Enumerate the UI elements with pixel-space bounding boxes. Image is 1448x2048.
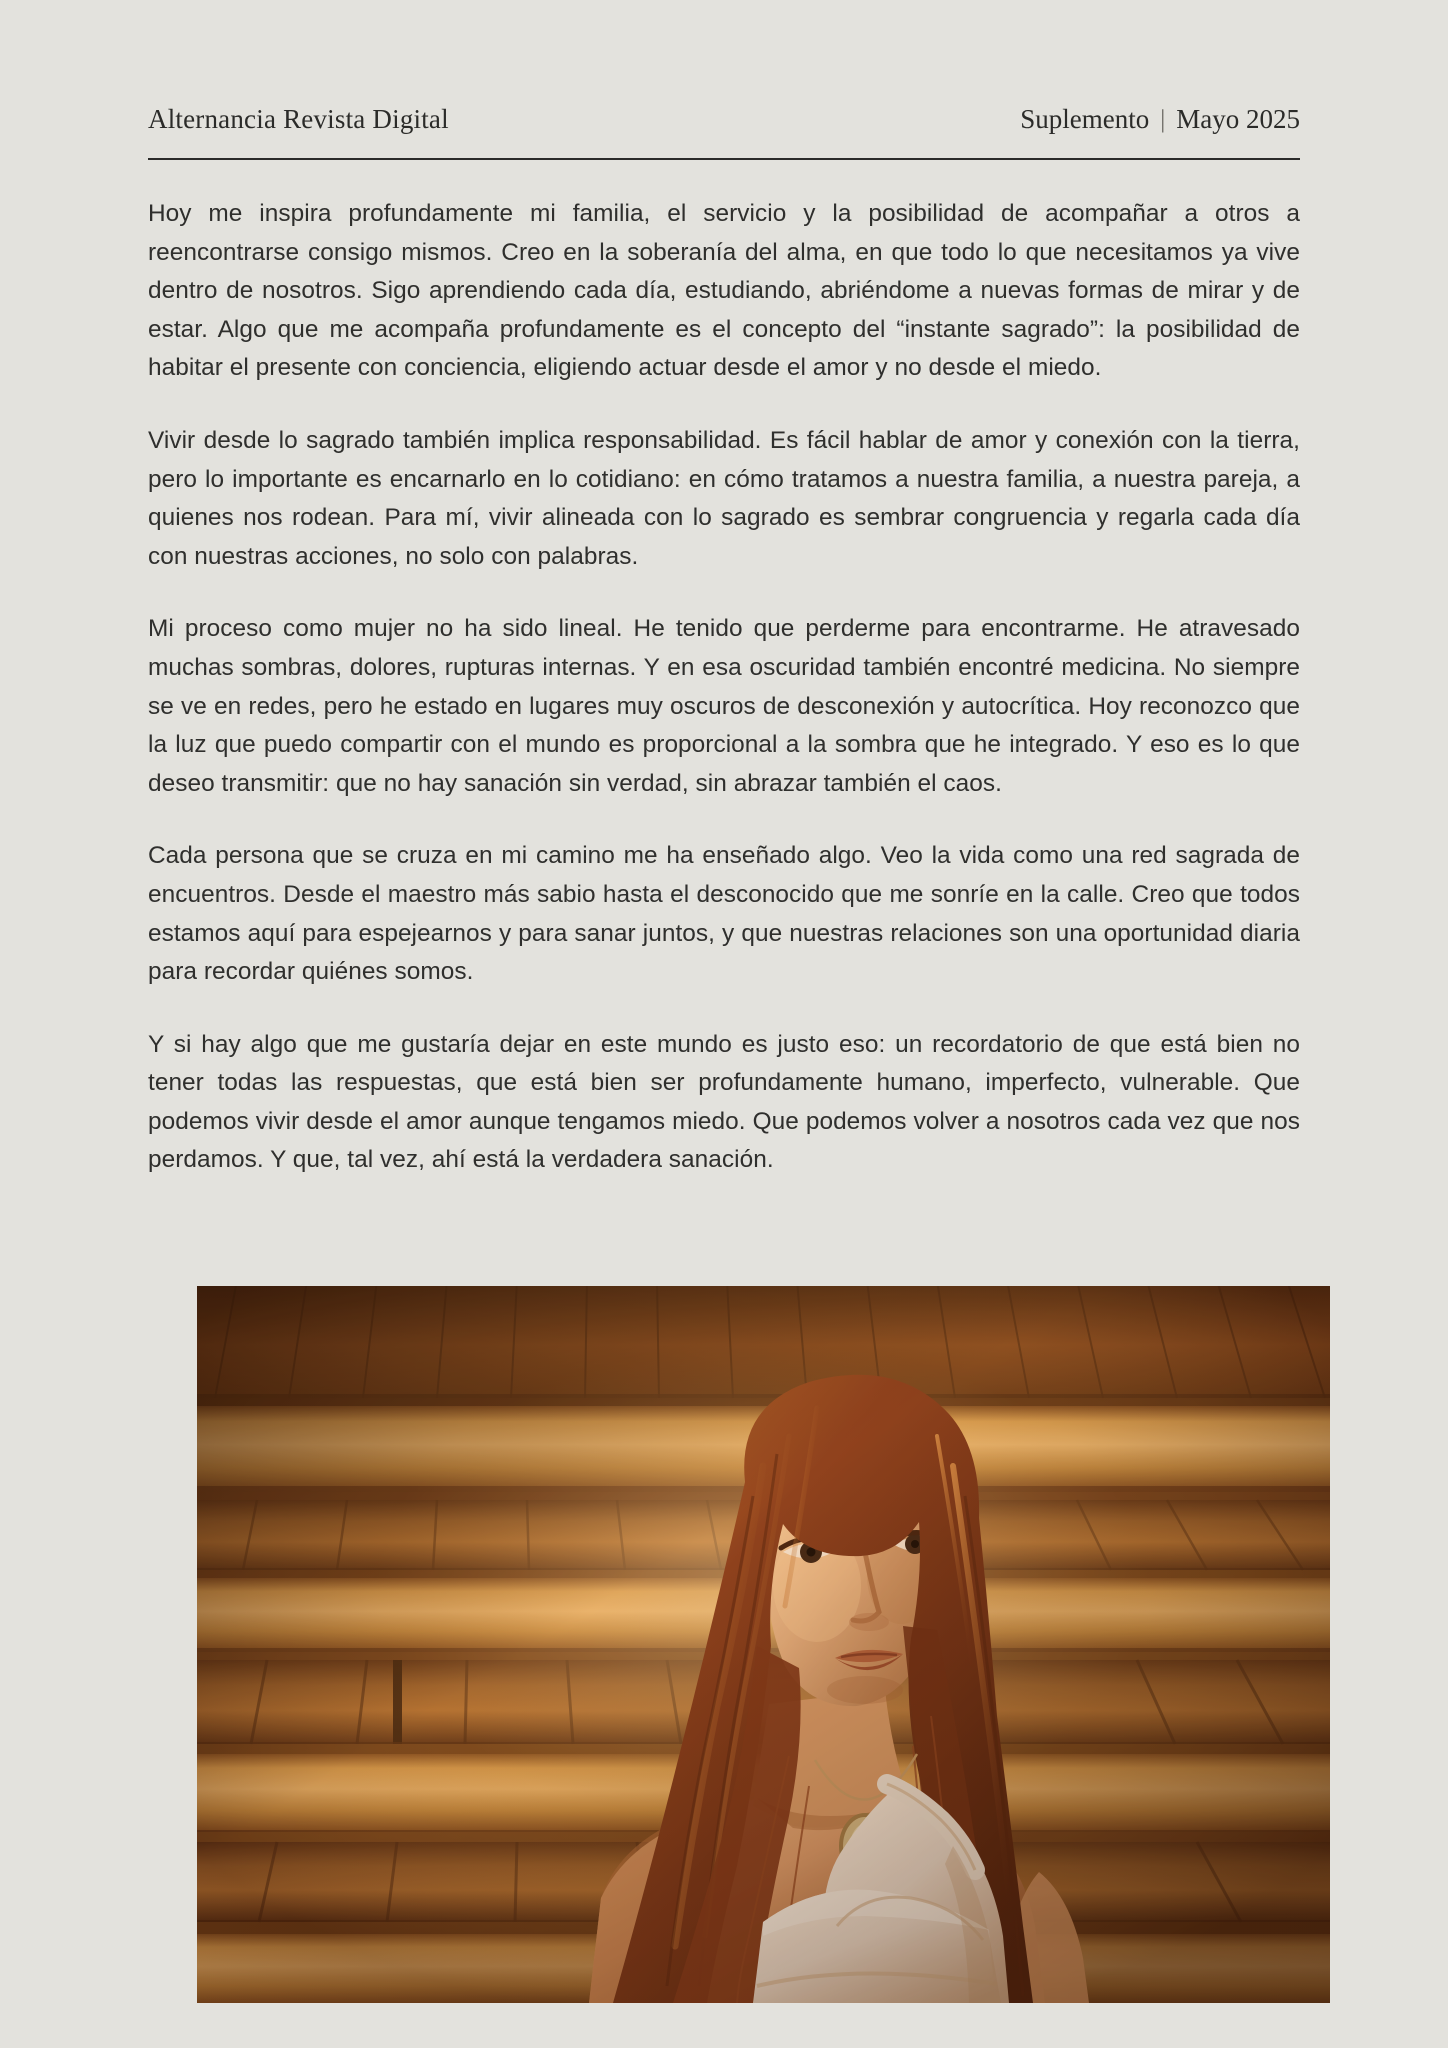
issue-date: Mayo 2025 (1176, 104, 1300, 134)
article-photograph (197, 1286, 1330, 2003)
paragraph: Cada persona que se cruza en mi camino me ha enseñado algo. Veo la vida como una red sagrada de encuentros. Desde el maestro más sabio hasta el desconocido que me sonríe en la calle. Creo que todos estamos aquí para espejearnos y para sanar juntos, y que nuestras relaciones son una oportunidad diaria para recordar quiénes somos. (148, 842, 1300, 986)
article-body (148, 195, 1300, 1180)
meta-separator: | (1160, 106, 1166, 133)
paragraph: Mi proceso como mujer no ha sido lineal. He tenido que perderme para encontrarme. He atravesado muchas sombras, dolores, rupturas internas. Y en esa oscuridad también encontré medicina. No siempre se ve en redes, pero he estado en lugares muy oscuros de desconexión y autocrítica. Hoy reconozco que la luz que puedo compartir con el mundo es proporcional a la sombra que he integrado. Y eso es lo que deseo transmitir: que no hay sanación sin verdad, sin abrazar también el caos. (148, 615, 1300, 797)
issue-meta (1020, 104, 1300, 135)
masthead (148, 104, 1300, 135)
paragraph: Y si hay algo que me gustaría dejar en este mundo es justo eso: un recordatorio de que está bien no tener todas las respuestas, que está bien ser profundamente humano, imperfecto, vulnerable. Que podemos vivir desde el amor aunque tengamos miedo. Que podemos volver a nosotros cada vez que nos perdamos. Y que, tal vez, ahí está la verdadera sanación. (148, 1030, 1300, 1174)
photo-illustration (197, 1286, 1330, 2003)
paragraph: Vivir desde lo sagrado también implica responsabilidad. Es fácil hablar de amor y conexión con la tierra, pero lo importante es encarnarlo en lo cotidiano: en cómo tratamos a nuestra familia, a nuestra pareja, a quienes nos rodean. Para mí, vivir alineada con lo sagrado es sembrar congruencia y regarla cada día con nuestras acciones, no solo con palabras. (148, 426, 1300, 570)
supplement-label: Suplemento (1020, 104, 1150, 134)
publication-title: Alternancia Revista Digital (148, 104, 449, 134)
paragraph: Hoy me inspira profundamente mi familia, el servicio y la posibilidad de acompañar a otros a reencontrarse consigo mismos. Creo en la soberanía del alma, en que todo lo que necesitamos ya vive dentro de nosotros. Sigo aprendiendo cada día, estudiando, abriéndome a nuevas formas de mirar y de estar. Algo que me acompaña profundamente es el concepto del “instante sagrado”: la posibilidad de habitar el presente con conciencia, eligiendo actuar desde el amor y no desde el miedo. (148, 200, 1300, 382)
masthead-divider (148, 158, 1300, 160)
